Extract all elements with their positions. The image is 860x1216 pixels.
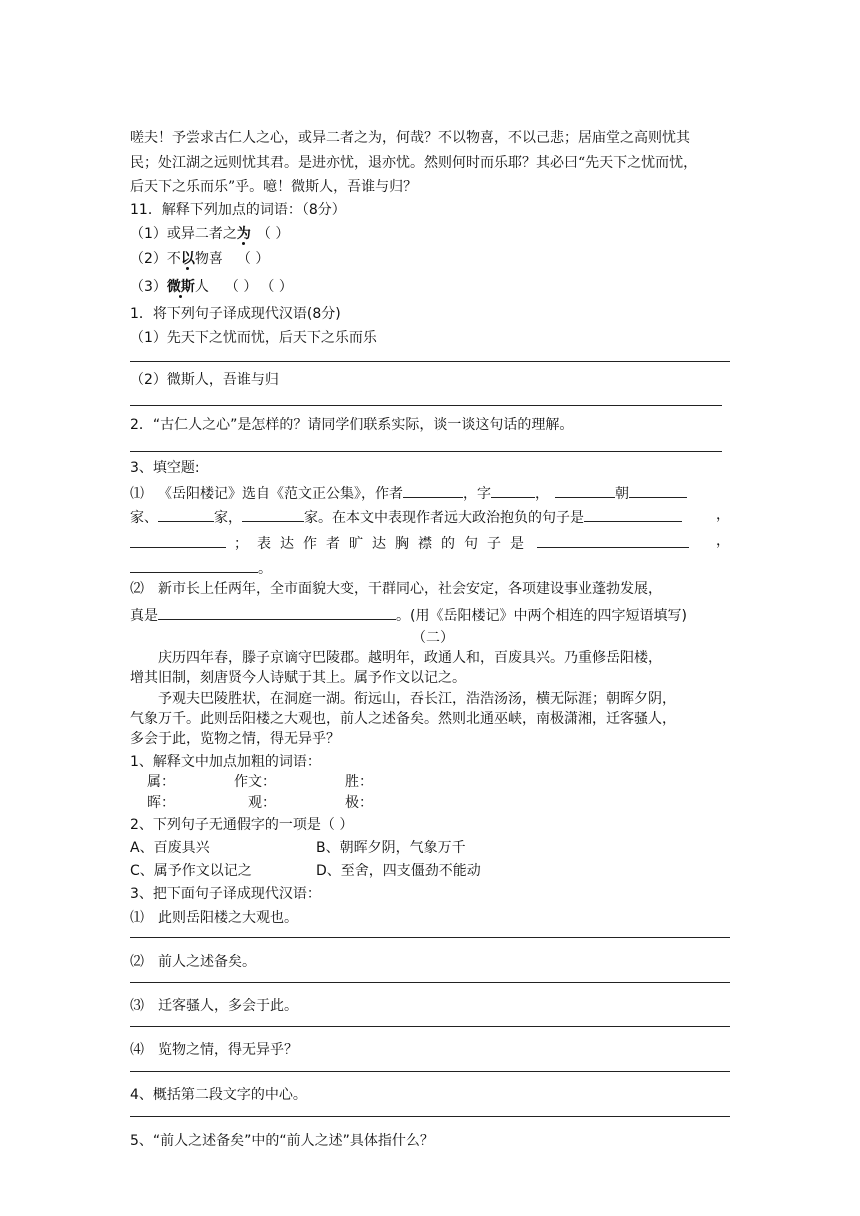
translate-item: （2）微斯人，吾谁与归 bbox=[130, 372, 279, 388]
fill-line bbox=[130, 579, 662, 599]
item-suffix: 物喜 bbox=[194, 251, 223, 267]
fill-line bbox=[130, 505, 730, 528]
word-label: 属： bbox=[147, 774, 175, 790]
item-prefix: （1）或异二者之 bbox=[130, 226, 237, 242]
q11-item-2 bbox=[130, 249, 269, 269]
item-text: 览物之情，得无异乎？ bbox=[158, 1042, 298, 1058]
fill-text: ， bbox=[716, 533, 730, 549]
item-text: 此则岳阳楼之大观也。 bbox=[158, 910, 298, 926]
answer-line[interactable] bbox=[130, 1026, 730, 1027]
passage-line: 气象万千。此则岳阳楼之大观也，前人之述备矣。然则北通巫峡，南极潇湘，迁客骚人， bbox=[130, 711, 676, 727]
fill-blank-broadmind[interactable] bbox=[537, 531, 689, 548]
word-label: 极： bbox=[345, 795, 373, 811]
fill-text: ， bbox=[716, 507, 730, 523]
fill-text: ；表达作者旷达胸襟的句子是 bbox=[234, 536, 533, 552]
fill-blank-dynasty[interactable] bbox=[555, 481, 615, 498]
passage-line: 民；处江湖之远则忧其君。是进亦忧，退亦忧。然则何时而乐耶？其必曰“先天下之忧而忧， bbox=[130, 155, 698, 171]
fill-blank[interactable] bbox=[242, 505, 304, 522]
translate-item bbox=[130, 996, 298, 1016]
item-number: ⑴ bbox=[130, 910, 144, 926]
fill-line bbox=[130, 556, 272, 579]
fill-text: 朝 bbox=[615, 486, 629, 502]
item-number: ⑶ bbox=[130, 998, 144, 1014]
dotted-word: 以 bbox=[180, 251, 195, 267]
translate-item bbox=[130, 1040, 298, 1060]
item-prefix: （3） bbox=[130, 279, 167, 295]
option-d[interactable]: D、至舍，四支僵劲不能动 bbox=[316, 863, 481, 879]
fill-blank-ambition[interactable] bbox=[584, 505, 682, 522]
item-text: 前人之述备矣。 bbox=[158, 954, 256, 970]
answer-line[interactable] bbox=[130, 405, 722, 406]
answer-bracket[interactable]: （ ） bbox=[224, 279, 258, 295]
translate-item: （1）先天下之忧而忧，后天下之乐而乐 bbox=[130, 330, 377, 346]
fill-text: ，字 bbox=[463, 486, 491, 502]
word-label: 观： bbox=[248, 795, 276, 811]
fill-blank[interactable] bbox=[158, 505, 214, 522]
fill-blank-role[interactable] bbox=[629, 481, 687, 498]
question-title: 3、把下面句子译成现代汉语： bbox=[130, 886, 321, 902]
answer-line[interactable] bbox=[130, 451, 722, 452]
item-number: ⑵ bbox=[130, 581, 144, 597]
word-label: 胜： bbox=[345, 774, 373, 790]
answer-bracket[interactable]: （ ） bbox=[236, 251, 270, 267]
passage-line: 后天下之乐而乐”乎。噫！微斯人，吾谁与归？ bbox=[130, 179, 418, 195]
word-label: 作文： bbox=[234, 774, 276, 790]
fill-line bbox=[130, 603, 687, 626]
section-heading: （二） bbox=[412, 630, 454, 646]
fill-line bbox=[130, 531, 730, 554]
fill-blank-courtesy-name[interactable] bbox=[491, 481, 535, 498]
item-number: ⑴ bbox=[130, 486, 144, 502]
item-suffix: 人 bbox=[194, 279, 209, 295]
answer-line[interactable] bbox=[130, 1116, 730, 1117]
q11-item-1 bbox=[130, 224, 289, 244]
answer-line[interactable] bbox=[130, 937, 730, 938]
translate-item bbox=[130, 908, 298, 928]
dotted-word: 为 bbox=[236, 226, 251, 242]
question-title: 1、解释文中加点加粗的词语： bbox=[130, 754, 321, 770]
answer-line[interactable] bbox=[130, 361, 730, 362]
fill-text: 家。在本文中表现作者远大政治抱负的句子是 bbox=[304, 510, 584, 526]
passage-line: 庆历四年春，滕子京谪守巴陵郡。越明年，政通人和，百废具兴。乃重修岳阳楼， bbox=[158, 650, 662, 666]
fill-text: 新市长上任两年，全市面貌大变，干群同心，社会安定，各项建设事业蓬勃发展， bbox=[158, 581, 662, 597]
passage-line: 多会于此，览物之情，得无异乎？ bbox=[130, 731, 340, 747]
question-title: 11．解释下列加点的词语：（8分） bbox=[130, 202, 346, 218]
passage-line: 予观夫巴陵胜状，在洞庭一湖。衔远山，吞长江，浩浩汤汤，横无际涯；朝晖夕阴， bbox=[158, 691, 676, 707]
item-text: 迁客骚人，多会于此。 bbox=[158, 998, 298, 1014]
item-number: ⑵ bbox=[130, 954, 144, 970]
q11-item-3 bbox=[130, 277, 293, 297]
question-title: 2、下列句子无通假字的一项是（ ） bbox=[130, 817, 354, 833]
option-b[interactable]: B、朝晖夕阴，气象万千 bbox=[316, 840, 466, 856]
fill-text: 家、 bbox=[130, 510, 158, 526]
fill-text: 。(用《岳阳楼记》中两个相连的四字短语填写) bbox=[396, 608, 687, 624]
fill-blank-phrase[interactable] bbox=[158, 603, 396, 620]
fill-text: 真是 bbox=[130, 608, 158, 624]
translate-item bbox=[130, 952, 256, 972]
item-number: ⑷ bbox=[130, 1042, 144, 1058]
answer-line[interactable] bbox=[130, 1071, 730, 1072]
passage-line: 嗟夫！予尝求古仁人之心，或异二者之为，何哉？不以物喜，不以己悲；居庙堂之高则忧其 bbox=[130, 130, 690, 146]
item-prefix: （2）不 bbox=[130, 251, 181, 267]
fill-blank-author[interactable] bbox=[403, 481, 463, 498]
question-title: 5、“前人之述备矣”中的“前人之述”具体指什么？ bbox=[130, 1133, 434, 1149]
answer-line[interactable] bbox=[130, 982, 730, 983]
fill-text: ， bbox=[535, 486, 549, 502]
question-title: 4、概括第二段文字的中心。 bbox=[130, 1087, 307, 1103]
fill-line bbox=[130, 481, 687, 504]
fill-blank-broadmind-2[interactable] bbox=[130, 556, 258, 573]
fill-text: 。 bbox=[258, 561, 272, 577]
question-title: 3、填空题: bbox=[130, 460, 200, 476]
word-label: 晖： bbox=[147, 795, 175, 811]
fill-text: 家， bbox=[214, 510, 242, 526]
dotted-word: 微斯 bbox=[166, 279, 195, 295]
fill-blank-ambition-2[interactable] bbox=[130, 531, 226, 548]
question-title: 1．将下列句子译成现代汉语(8分) bbox=[130, 306, 341, 322]
answer-bracket[interactable]: （ ） bbox=[256, 226, 290, 242]
option-a[interactable]: A、百废具兴 bbox=[130, 840, 210, 856]
passage-line: 增其旧制，刻唐贤今人诗赋于其上。属予作文以记之。 bbox=[130, 670, 466, 686]
option-c[interactable]: C、属予作文以记之 bbox=[130, 863, 252, 879]
question-title: 2．“古仁人之心”是怎样的？请同学们联系实际，谈一谈这句话的理解。 bbox=[130, 417, 574, 433]
answer-bracket[interactable]: （ ） bbox=[267, 279, 293, 295]
fill-text: 《岳阳楼记》选自《范文正公集》，作者 bbox=[158, 486, 403, 502]
